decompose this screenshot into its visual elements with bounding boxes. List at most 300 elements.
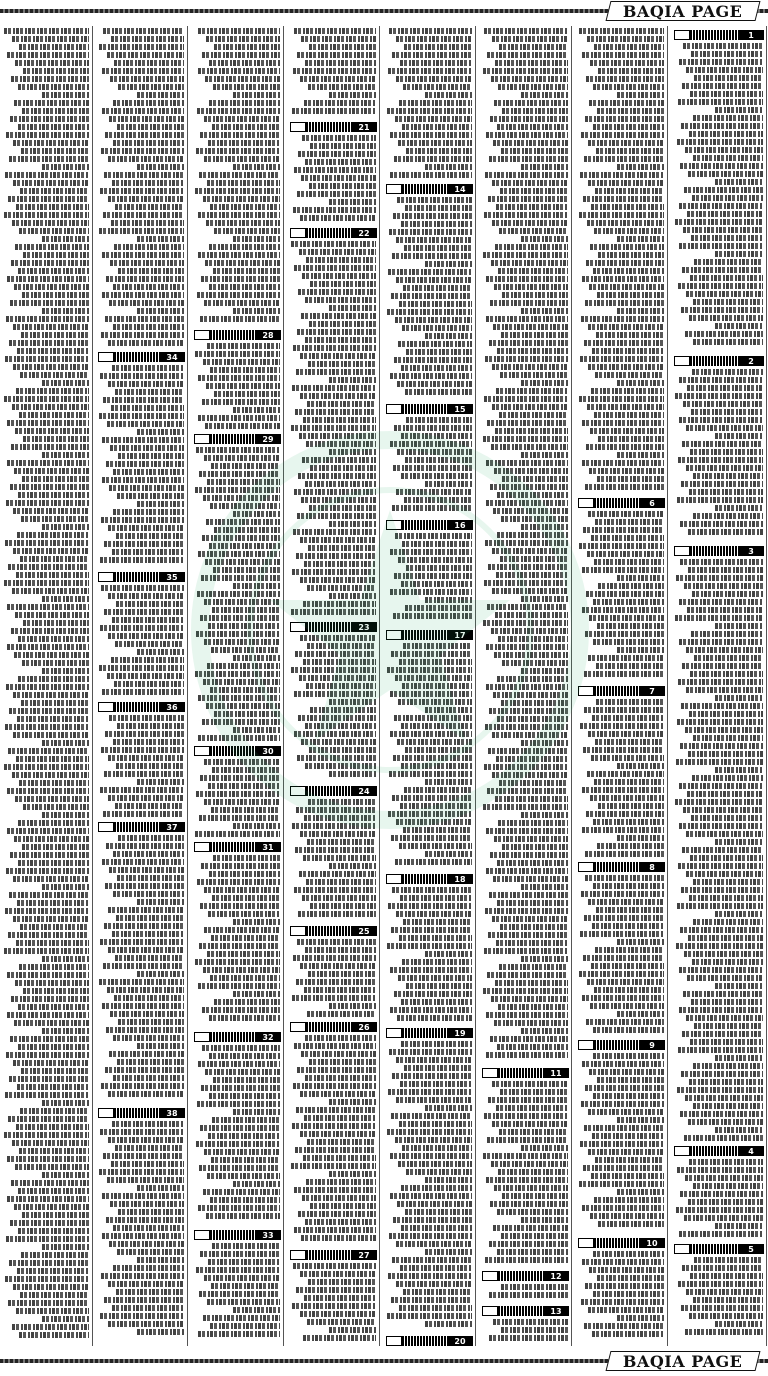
text-line [396,36,472,42]
text-line [108,525,184,531]
text-line [594,412,664,418]
question-label [386,1028,402,1038]
text-line [715,1055,763,1061]
text-line [595,739,664,745]
text-line [210,367,280,373]
text-line [595,188,664,194]
footer-title [606,1351,761,1371]
text-line [207,180,280,186]
text-line [10,852,89,858]
text-line [499,412,568,418]
text-line [617,939,664,945]
text-line [20,1108,89,1114]
text-line [209,871,280,877]
text-line [690,671,763,677]
text-line [204,639,281,645]
text-line [584,340,664,346]
text-line [487,788,568,794]
text-line [23,988,89,994]
text-line [502,108,568,114]
text-line [390,1153,472,1159]
text-line [687,975,763,981]
text-line [211,807,280,813]
text-line [99,665,184,671]
article-text [99,1121,184,1344]
text-line [201,276,280,282]
text-line [291,667,376,673]
text-line [42,740,89,746]
text-line [521,524,568,530]
header-stripe [594,686,639,696]
text-line [680,163,763,169]
text-line [483,620,568,626]
text-line [387,309,472,315]
text-line [196,1141,280,1147]
text-line [300,353,376,359]
text-line [301,1051,376,1057]
text-line [490,1201,568,1207]
text-line [678,679,763,685]
text-line [497,716,568,722]
text-line [213,567,280,573]
text-line [20,188,89,194]
text-line [296,1287,376,1293]
text-line [388,903,472,909]
text-line [104,172,184,178]
text-line [42,1172,89,1178]
question-label [386,184,402,194]
text-line [212,1117,280,1123]
text-line [10,484,89,490]
text-line [110,76,184,82]
text-line [579,396,664,402]
text-line [13,324,89,330]
text-line [486,1177,568,1183]
text-line [12,772,89,778]
text-line [211,935,280,941]
text-line [399,1121,472,1127]
text-line [679,823,763,829]
text-line [692,195,763,201]
text-line [104,541,184,547]
text-line [398,341,472,347]
text-line [591,204,664,210]
text-line [209,100,280,106]
text-line [693,115,763,121]
text-line [103,28,184,34]
text-line [101,585,184,591]
text-line [204,1149,281,1155]
text-line [715,323,763,329]
text-line [118,1019,184,1025]
text-line [397,449,472,455]
text-line [200,615,280,621]
text-line [105,731,184,737]
text-line [495,428,568,434]
text-line [593,1291,664,1297]
text-line [715,1223,763,1229]
header-stripe [402,874,447,884]
text-line [685,1329,763,1335]
text-line [308,84,376,90]
text-line [483,436,568,442]
text-line [293,955,376,961]
text-line [404,1065,472,1071]
text-line [303,601,376,607]
text-line [497,124,568,130]
text-line [483,1153,568,1159]
text-line [587,771,664,777]
text-line [198,983,280,989]
text-line [491,1161,568,1167]
text-line [690,1039,763,1045]
text-line [294,265,376,271]
text-line [691,51,763,57]
text-line [13,876,89,882]
text-line [583,527,664,533]
text-line [405,747,472,753]
text-line [106,461,184,467]
text-line [291,609,376,615]
text-line [401,221,472,227]
text-line [23,436,89,442]
text-line [493,1319,568,1325]
text-line [213,855,280,861]
text-line [118,268,184,274]
text-line [488,748,568,754]
text-line [12,1140,89,1146]
text-line [107,673,184,679]
text-line [497,492,568,498]
text-line [307,839,376,845]
text-line [200,1251,280,1257]
text-line [108,633,185,639]
question-header [386,404,473,414]
question-header [194,1032,281,1042]
text-line [16,388,89,394]
question-number: 12 [543,1271,569,1281]
text-line [302,135,376,141]
text-line [115,1145,184,1151]
text-line [137,971,184,977]
text-line [101,148,184,154]
text-line [484,28,568,34]
text-line [483,988,568,994]
text-line [304,987,376,993]
text-line [9,1076,89,1082]
text-line [300,537,376,543]
text-line [304,815,376,821]
text-line [425,1249,472,1255]
text-line [292,108,376,114]
text-line [4,948,89,954]
column-1 [576,26,668,1346]
text-line [489,1241,568,1247]
text-line [581,1101,664,1107]
text-line [582,1205,664,1211]
text-line [685,1095,763,1101]
text-line [14,468,89,474]
text-line [18,268,89,274]
text-line [398,557,472,563]
text-line [497,900,568,906]
text-line [198,551,280,557]
question-number: 7 [639,686,665,696]
text-line [403,643,472,649]
question-label [674,356,690,366]
text-line [118,84,184,90]
text-line [6,868,89,874]
text-line [693,1103,763,1109]
text-line [394,573,472,579]
text-line [693,1183,763,1189]
text-line [489,156,568,162]
text-line [329,199,376,205]
text-line [585,631,664,637]
text-line [691,235,763,241]
text-line [694,259,763,265]
article-text [483,1081,568,1269]
text-line [214,391,280,397]
text-line [4,396,89,402]
text-line [397,197,472,203]
text-line [682,83,763,89]
text-line [588,140,664,146]
text-line [394,357,472,363]
text-line [587,36,664,42]
text-line [521,1028,568,1034]
text-line [293,345,376,351]
text-line [307,1319,376,1325]
header-stripe [210,330,255,340]
text-line [113,509,184,515]
text-line [306,257,376,263]
text-line [7,1196,89,1202]
text-line [301,1235,376,1241]
text-line [20,556,89,562]
text-line [298,289,376,295]
question-number: 30 [255,746,281,756]
text-line [10,116,89,122]
text-line [306,441,376,447]
question-label [578,498,594,508]
text-line [195,487,280,493]
text-line [9,340,89,346]
text-line [112,1305,184,1311]
text-line [300,215,376,221]
text-line [687,791,763,797]
header-stripe [690,1244,738,1254]
text-line [101,747,184,753]
text-line [14,1204,89,1210]
text-line [7,972,89,978]
text-line [118,453,184,459]
text-line [107,987,184,993]
text-line [309,1059,376,1065]
text-line [197,591,280,597]
text-line [579,1181,664,1187]
text-line [204,1275,281,1281]
text-line [21,1252,89,1258]
article-text [387,887,472,1026]
text-line [393,1217,472,1223]
text-line [689,711,763,717]
page-title-text: BAQIA PAGE [623,1,743,21]
text-line [589,468,664,474]
text-line [202,1045,280,1051]
text-line [405,205,472,211]
text-line [109,715,184,721]
text-line [115,803,184,809]
text-line [294,489,376,495]
text-line [197,879,280,885]
text-line [301,739,376,745]
text-line [206,1213,280,1219]
text-line [598,436,664,442]
text-line [8,748,89,754]
text-line [684,951,763,957]
text-line [498,636,568,642]
text-line [682,1265,763,1271]
text-line [399,1305,472,1311]
text-line [392,1257,472,1263]
text-line [18,636,89,642]
text-line [108,755,184,761]
question-number: 31 [255,842,281,852]
question-number: 27 [351,1250,377,1260]
text-line [617,236,664,242]
text-line [202,719,280,725]
text-line [113,1225,184,1231]
text-line [495,60,568,66]
question-label [386,1336,402,1346]
text-line [17,1084,89,1090]
text-line [104,609,184,615]
text-line [579,28,664,34]
text-line [492,772,569,778]
text-line [233,164,280,170]
text-line [329,521,376,527]
text-line [501,1327,568,1333]
text-line [596,663,664,669]
text-line [294,1187,376,1193]
question-header [98,572,185,582]
text-line [19,1332,89,1338]
question-header [290,1022,377,1032]
text-line [401,1041,472,1047]
question-label [290,622,306,632]
text-line [492,364,568,370]
question-number: 9 [639,1040,665,1050]
question-number: 34 [159,352,185,362]
text-line [233,823,280,829]
text-line [685,1175,763,1181]
question-label [674,1244,690,1254]
text-line [203,679,280,685]
text-line [105,883,184,889]
text-line [18,820,89,826]
text-line [195,351,280,357]
header-stripe [402,520,447,530]
text-line [101,1273,184,1279]
text-line [390,731,472,737]
text-line [99,413,184,419]
text-line [488,1097,568,1103]
text-line [195,188,280,194]
text-line [584,156,664,162]
text-line [109,1241,184,1247]
text-line [295,847,376,853]
text-line [310,143,376,149]
text-line [210,1197,280,1203]
text-line [113,469,184,475]
text-line [689,1079,763,1085]
text-line [583,196,664,202]
text-line [299,871,376,877]
question-label [194,330,210,340]
text-line [210,687,280,693]
header-stripe [690,30,738,40]
text-line [304,1115,376,1121]
text-line [9,708,89,714]
text-line [300,393,377,399]
text-line [113,891,184,897]
text-line [8,196,89,202]
text-line [17,900,89,906]
question-header [386,184,473,194]
text-line [297,755,376,761]
column-4 [288,26,380,1346]
text-line [684,1135,763,1141]
text-line [590,795,664,801]
text-line [21,332,89,338]
text-line [6,316,89,322]
text-line [501,332,568,338]
article-text [4,28,89,1344]
text-line [495,612,568,618]
text-line [305,947,376,953]
question-number: 26 [351,1022,377,1032]
text-line [486,460,568,466]
text-line [208,140,280,146]
text-line [113,1035,184,1041]
text-line [42,596,89,602]
text-line [715,983,763,989]
text-line [680,927,763,933]
text-line [42,668,89,674]
text-line [692,775,763,781]
text-line [211,1283,280,1289]
text-line [592,923,664,929]
text-line [688,1199,763,1205]
text-line [390,373,472,379]
text-line [117,493,184,499]
text-line [7,828,89,834]
text-line [17,348,89,354]
text-line [307,1139,376,1145]
article-text [483,1319,568,1344]
question-number: 38 [159,1108,185,1118]
question-label [194,746,210,756]
text-line [687,607,763,613]
text-line [233,919,280,925]
text-line [292,1123,376,1129]
text-line [4,212,89,218]
question-label [194,842,210,852]
text-line [521,884,568,890]
text-line [8,1116,89,1122]
text-line [112,365,184,371]
